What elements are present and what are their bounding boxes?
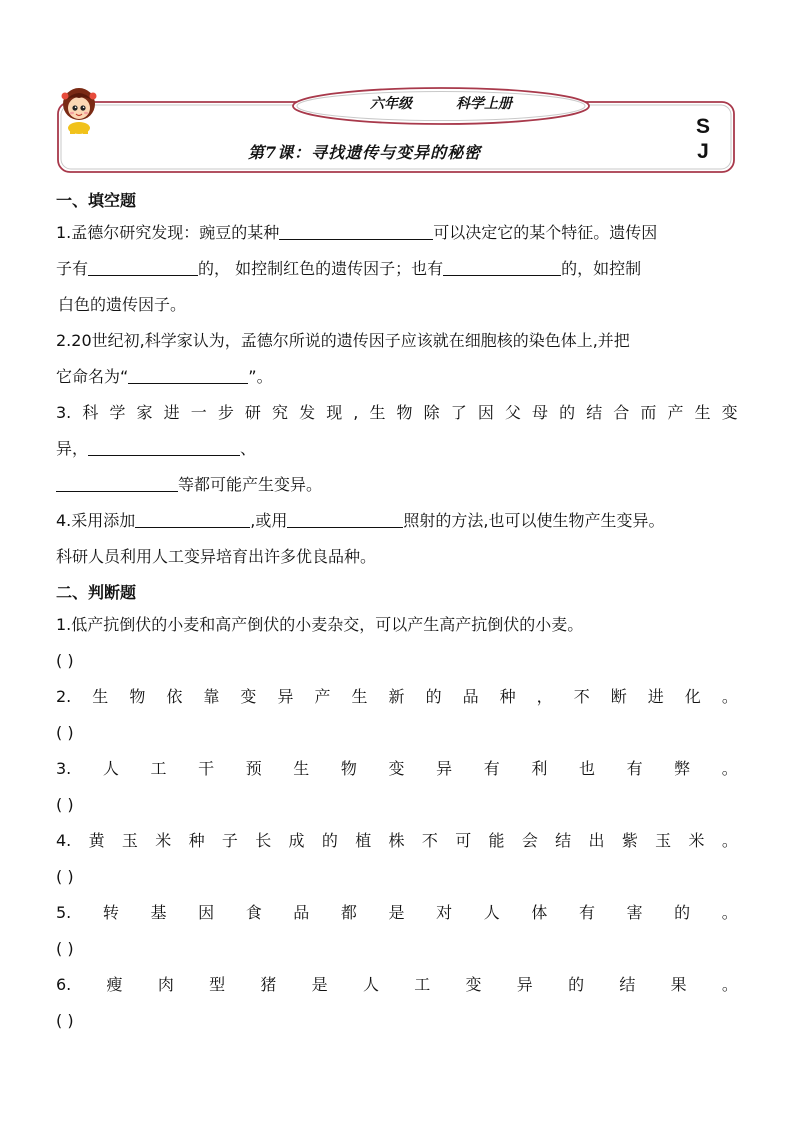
question-char: 工 <box>414 975 431 994</box>
worksheet-body <box>56 187 738 1039</box>
question-char: 果 <box>670 975 687 994</box>
question-char: 弊 <box>674 759 691 778</box>
question-char: 生 <box>694 403 711 422</box>
question-text: 照射的方法,也可以使生物产生变异。 <box>403 511 665 530</box>
question-char: 肉 <box>157 975 174 994</box>
question-char: 不 <box>573 687 590 706</box>
question-char: 品 <box>293 903 310 922</box>
question-char: 人 <box>362 975 379 994</box>
cartoon-girl-icon <box>56 84 102 134</box>
question-char: 植 <box>355 831 372 850</box>
question-text: 异， <box>56 439 89 458</box>
question-char: 结 <box>586 403 603 422</box>
question-char: 有 <box>578 903 595 922</box>
question-char: 工 <box>150 759 167 778</box>
section-fill-in-title: 一、填空题 <box>56 191 137 210</box>
question-char: 体 <box>531 903 548 922</box>
question-char: 现 <box>326 403 343 422</box>
question-char: 2. <box>56 687 72 706</box>
question-char: 黄 <box>88 831 105 850</box>
question-text: 的， 如控制红色的遗传因子；也有 <box>198 259 444 278</box>
question-char: 的 <box>321 831 338 850</box>
question-char: 物 <box>340 759 357 778</box>
question-char: 。 <box>721 687 738 706</box>
question-char: 食 <box>245 903 262 922</box>
fill-q1-line2 <box>56 251 738 287</box>
question-text: 它命名为“ <box>56 367 129 386</box>
question-char: 不 <box>421 831 438 850</box>
question-char: 紫 <box>621 831 638 850</box>
question-char: 产 <box>667 403 684 422</box>
question-text: 的，如控制 <box>561 259 642 278</box>
question-char: 也 <box>578 759 595 778</box>
question-char: 是 <box>388 903 405 922</box>
question-text: 1.低产抗倒伏的小麦和高产倒伏的小麦杂交，可以产生高产抗倒伏的小麦。 <box>56 615 584 634</box>
answer-blank[interactable] <box>56 469 178 492</box>
question-char: 的 <box>559 403 576 422</box>
question-char: 的 <box>425 687 442 706</box>
question-char: 断 <box>610 687 627 706</box>
question-char: 玉 <box>121 831 138 850</box>
question-char: 猪 <box>260 975 277 994</box>
question-char: 异 <box>516 975 533 994</box>
question-char: 3. <box>56 403 72 422</box>
question-char: 究 <box>272 403 289 422</box>
answer-parentheses[interactable]: ( ) <box>56 1011 74 1030</box>
question-char: 干 <box>198 759 215 778</box>
question-char: 进 <box>647 687 664 706</box>
question-text: 1.孟德尔研究发现：豌豆的某种 <box>56 223 280 242</box>
question-char: 都 <box>340 903 357 922</box>
question-char: 对 <box>436 903 453 922</box>
tf-q6-answer <box>56 1003 738 1039</box>
fill-q1-line3 <box>56 287 738 323</box>
question-char: 变 <box>388 759 405 778</box>
question-char: 一 <box>190 403 207 422</box>
question-char: 生 <box>351 687 368 706</box>
question-char: 化 <box>684 687 701 706</box>
answer-blank[interactable] <box>88 433 240 456</box>
question-char: 异 <box>436 759 453 778</box>
question-char: 玉 <box>655 831 672 850</box>
question-char: 合 <box>613 403 630 422</box>
book-label: 科学上册 <box>456 96 512 112</box>
question-text: 科研人员利用人工变异培育出许多优良品种。 <box>56 547 377 566</box>
question-text: 白色的遗传因子。 <box>58 295 187 314</box>
question-char: 米 <box>155 831 172 850</box>
question-char: 出 <box>588 831 605 850</box>
tf-q3 <box>56 751 738 787</box>
question-char: 转 <box>102 903 119 922</box>
tf-q1-answer <box>56 643 738 679</box>
question-char: 靠 <box>203 687 220 706</box>
question-char: 的 <box>674 903 691 922</box>
question-char: 基 <box>150 903 167 922</box>
question-char: 父 <box>504 403 521 422</box>
question-char: 生 <box>92 687 109 706</box>
tf-q6 <box>56 967 738 1003</box>
question-char: 发 <box>299 403 316 422</box>
tf-q2 <box>56 679 738 715</box>
tf-q4 <box>56 823 738 859</box>
question-char: 研 <box>244 403 261 422</box>
answer-blank[interactable] <box>443 253 561 276</box>
answer-parentheses[interactable]: ( ) <box>56 795 74 814</box>
badge-letter-j: J <box>697 140 709 163</box>
question-char: 有 <box>483 759 500 778</box>
question-char: 变 <box>240 687 257 706</box>
question-char: 而 <box>640 403 657 422</box>
question-char: 生 <box>293 759 310 778</box>
question-char: 科 <box>82 403 99 422</box>
question-char: 因 <box>477 403 494 422</box>
answer-blank[interactable] <box>135 505 250 528</box>
question-char: 物 <box>129 687 146 706</box>
question-char: 变 <box>465 975 482 994</box>
answer-parentheses[interactable]: ( ) <box>56 723 74 742</box>
lesson-header <box>56 84 738 178</box>
question-text: 等都可能产生变异。 <box>178 475 323 494</box>
question-char: 利 <box>531 759 548 778</box>
question-char: 5. <box>56 903 72 922</box>
tf-q3-answer <box>56 787 738 823</box>
fill-q2-line1 <box>56 323 738 359</box>
badge-letter-s: S <box>695 115 710 138</box>
fill-q4-line1 <box>56 503 738 539</box>
question-char: 。 <box>721 831 738 850</box>
question-char: 能 <box>488 831 505 850</box>
answer-parentheses[interactable]: ( ) <box>56 651 74 670</box>
question-char: 产 <box>314 687 331 706</box>
question-char: 6. <box>56 975 72 994</box>
question-text: 4.采用添加 <box>56 511 136 530</box>
fill-q4-line2 <box>56 539 738 575</box>
question-text: 2.20世纪初,科学家认为，孟德尔所说的遗传因子应该就在细胞核的染色体上,并把 <box>56 331 630 350</box>
question-char: 异 <box>277 687 294 706</box>
question-text: ”。 <box>248 367 273 386</box>
question-char: 家 <box>136 403 153 422</box>
question-char: 新 <box>388 687 405 706</box>
tf-q2-answer <box>56 715 738 751</box>
question-text: 可以决定它的某个特征。遗传因 <box>433 223 658 242</box>
tf-q5 <box>56 895 738 931</box>
question-char: 长 <box>255 831 272 850</box>
answer-blank[interactable] <box>88 253 198 276</box>
question-char: 了 <box>450 403 467 422</box>
question-char: 生 <box>369 403 386 422</box>
question-char: 预 <box>245 759 262 778</box>
question-char: 子 <box>221 831 238 850</box>
answer-parentheses[interactable]: ( ) <box>56 867 74 886</box>
question-char: 品 <box>462 687 479 706</box>
question-char: 可 <box>455 831 472 850</box>
question-char: 成 <box>288 831 305 850</box>
question-char: 的 <box>568 975 585 994</box>
question-char: 。 <box>721 975 738 994</box>
lesson-title: 第7课：寻找遗传与变异的秘密 <box>248 143 482 162</box>
question-char: 进 <box>163 403 180 422</box>
grade-label: 六年级 <box>370 96 412 112</box>
header-banner <box>296 93 586 115</box>
question-text: 、 <box>240 439 257 458</box>
publisher-badge <box>688 114 718 164</box>
question-char: 害 <box>626 903 643 922</box>
question-char: 结 <box>619 975 636 994</box>
question-char: 除 <box>423 403 440 422</box>
question-char: 依 <box>166 687 183 706</box>
question-char: 种 <box>188 831 205 850</box>
question-char: 会 <box>521 831 538 850</box>
question-char: 人 <box>483 903 500 922</box>
question-char: 母 <box>532 403 549 422</box>
question-char: 瘦 <box>106 975 123 994</box>
tf-q1 <box>56 607 738 643</box>
fill-q3-line2 <box>56 431 738 467</box>
tf-q4-answer <box>56 859 738 895</box>
question-char: 。 <box>721 759 738 778</box>
question-text: ,或用 <box>250 511 288 530</box>
question-char: 米 <box>688 831 705 850</box>
question-char: 步 <box>217 403 234 422</box>
answer-parentheses[interactable]: ( ) <box>56 939 74 958</box>
answer-blank[interactable] <box>279 217 433 240</box>
section-true-false-title: 二、判断题 <box>56 583 137 602</box>
question-char: 学 <box>109 403 126 422</box>
question-char: 型 <box>209 975 226 994</box>
question-char: 因 <box>198 903 215 922</box>
fill-q1-line1 <box>56 215 738 251</box>
question-char: , <box>353 403 359 422</box>
question-char: 变 <box>721 403 738 422</box>
question-char: 株 <box>388 831 405 850</box>
question-char: 物 <box>396 403 413 422</box>
question-char: 人 <box>102 759 119 778</box>
fill-q3-line3 <box>56 467 738 503</box>
question-char: 结 <box>555 831 572 850</box>
question-char: ， <box>536 687 553 706</box>
fill-q2-line2 <box>56 359 738 395</box>
question-char: 有 <box>626 759 643 778</box>
question-char: 3. <box>56 759 72 778</box>
question-text: 子有 <box>56 259 89 278</box>
question-char: 是 <box>311 975 328 994</box>
question-char: 。 <box>721 903 738 922</box>
question-char: 种 <box>499 687 516 706</box>
answer-blank[interactable] <box>128 361 248 384</box>
fill-q3-line1 <box>56 395 738 431</box>
answer-blank[interactable] <box>287 505 403 528</box>
tf-q5-answer <box>56 931 738 967</box>
question-char: 4. <box>56 831 72 850</box>
